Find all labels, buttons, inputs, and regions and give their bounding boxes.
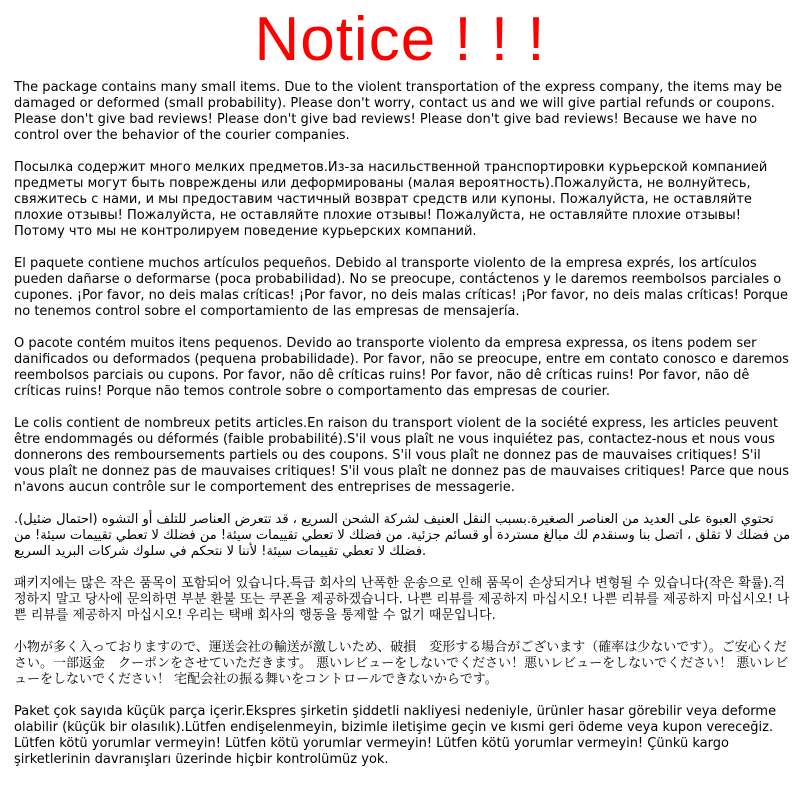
paragraph-japanese: 小物が多く入っておりますので、運送会社の輸送が激しいため、破損 変形する場合がございます（確率は少ないです）。ご安心ください。一部返金 クーポンをさせていただきます。 悪いレビューをしないでください！悪いレビューをしないでください！ 悪いレビューをしないでください！ 宅配会社の振る舞いをコントロールできないからです。 bbox=[14, 640, 789, 687]
paragraph-english: The package contains many small items. Due to the violent transportation of the express company, the items may be damaged or deformed (small probability). Please don't worry, contact us and we will give partial refunds or coupons. Please don't give bad reviews! Please don't give bad reviews! Please don't give bad reviews! Because we have no control over the behavior of the courier companies. bbox=[14, 80, 782, 143]
paragraph-french: Le colis contient de nombreux petits articles.En raison du transport violent de la société express, les articles peuvent être endommagés ou déformés (faible probabilité).S'il vous plaît ne vous inquiétez pas, contactez-nous et nous vous donnerons des remboursements partiels ou des coupons. S'il vous plaît ne donnez pas de mauvaises critiques! S'il vous plaît ne donnez pas de mauvaises critiques! S'il vous plaît ne donnez pas de mauvaises critiques! Parce que nous n'avons aucun contrôle sur le comportement des entreprises de messagerie. bbox=[14, 416, 789, 495]
paragraph-spanish: El paquete contiene muchos artículos pequeños. Debido al transporte violento de la empresa exprés, los artículos pueden dañarse o deformarse (poca probabilidad). No se preocupe, contáctenos y le daremos reembolsos parciales o cupones. ¡Por favor, no deis malas críticas! ¡Por favor, no deis malas críticas! ¡Por favor, no deis malas críticas! Porque no tenemos control sobre el comportamiento de las empresas de mensajería. bbox=[14, 256, 789, 319]
paragraph-portuguese: O pacote contém muitos itens pequenos. Devido ao transporte violento da empresa expressa, os itens podem ser danificados ou deformados (pequena probabilidade). Por favor, não se preocupe, entre em contato conosco e daremos reembolsos parciais ou cupons. Por favor, não dê críticas ruins! Por favor, não dê críticas ruins! Por favor, não dê críticas ruins! Porque não temos controle sobre o comportamento das empresas de courier. bbox=[14, 336, 789, 399]
paragraph-turkish: Paket çok sayıda küçük parça içerir.Ekspres şirketin şiddetli nakliyesi nedeniyle, ürünler hasar görebilir veya deforme olabilir (küçük bir olasılık).Lütfen endişelenmeyin, bizimle iletişime geçin ve kısmi geri ödeme veya kupon vereceğiz. Lütfen kötü yorumlar vermeyin! Lütfen kötü yorumlar vermeyin! Lütfen kötü yorumlar vermeyin! Çünkü kargo şirketlerinin davranışları üzerinde hiçbir kontrolümüz yok. bbox=[14, 704, 777, 767]
paragraph-korean: 패키지에는 많은 작은 품목이 포함되어 있습니다.특급 회사의 난폭한 운송으로 인해 품목이 손상되거나 변형될 수 있습니다(작은 확률).걱정하지 말고 당사에 문의하면 부분 환불 또는 쿠폰을 제공하겠습니다. 나쁜 리뷰를 제공하지 마십시오! 나쁜 리뷰를 제공하지 마십시오! 나쁜 리뷰를 제공하지 마십시오! 우리는 택배 회사의 행동을 통제할 수 없기 때문입니다. bbox=[14, 576, 790, 623]
notice-title: Notice ! ! ! bbox=[254, 5, 546, 74]
notice-body bbox=[14, 80, 792, 784]
paragraph-russian: Посылка содержит много мелких предметов.Из-за насильственной транспортировки курьерской компанией предметы могут быть повреждены или деформированы (малая вероятность).Пожалуйста, не волнуйтесь, свяжитесь с нами, и мы предоставим частичный возврат средств или купоны. Пожалуйста, не оставляйте плохие отзывы! Пожалуйста, не оставляйте плохие отзывы! Пожалуйста, не оставляйте плохие отзывы! Потому что мы не контролируем поведение курьерских компаний. bbox=[14, 160, 768, 239]
paragraph-arabic: تحتوي العبوة على العديد من العناصر الصغيرة.بسبب النقل العنيف لشركة الشحن السريع ، قد تتعرض العناصر للتلف أو التشوه (احتمال ضئيل). من فضلك لا تقلق ، اتصل بنا وسنقدم لك مبالغ مستردة أو قسائم جزئية. من فضلك لا تعطي تقييمات سيئة! من فضلك لا تعطي تقييمات سيئة! من فضلك لا تعطي تقييمات سيئة! لأننا لا نتحكم في سلوك شركات البريد السريع. bbox=[14, 512, 791, 559]
